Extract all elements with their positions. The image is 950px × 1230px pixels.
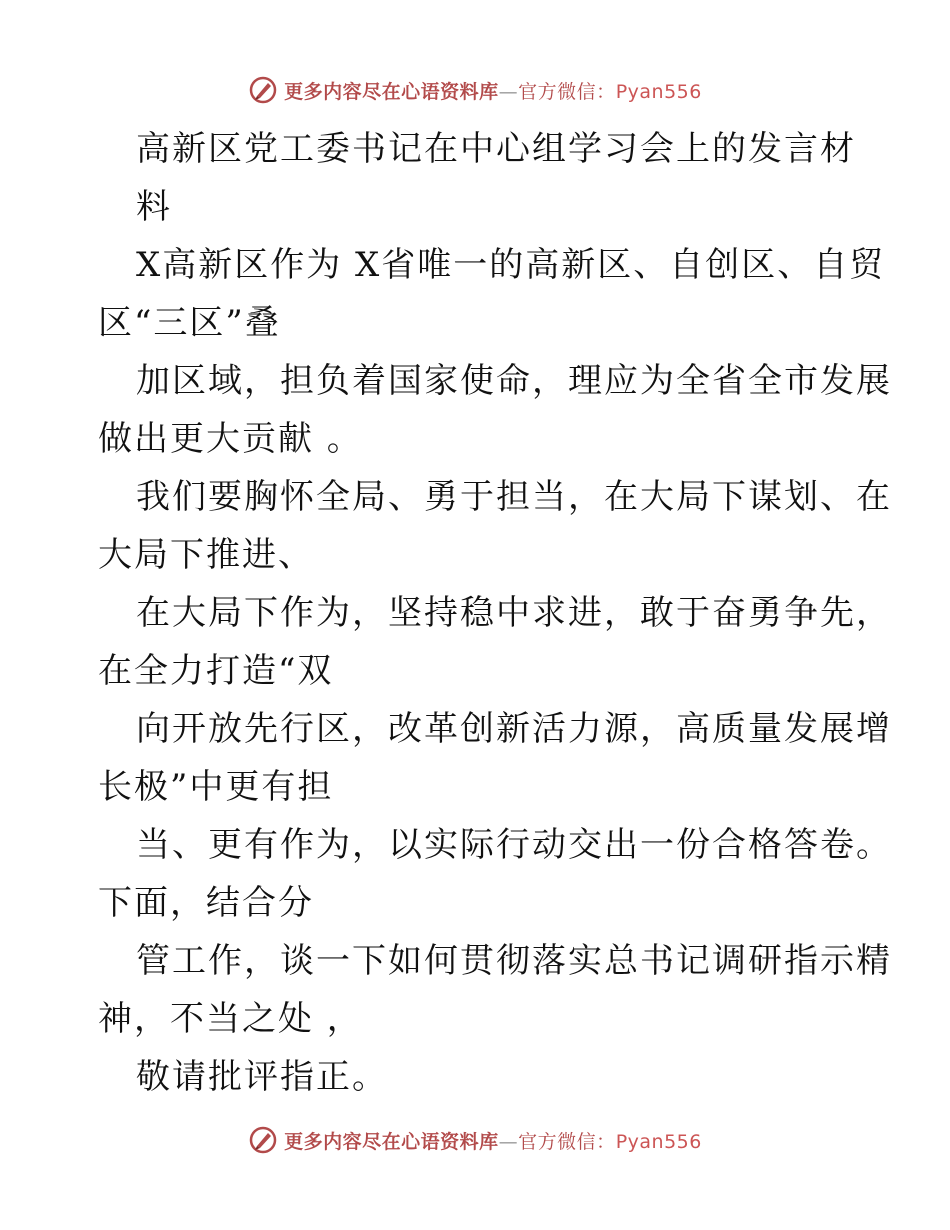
text-line: 高新区党工委书记在中心组学习会上的发言材 [136,129,856,169]
pen-logo-icon [248,75,278,105]
text-line: X高新区作为 X省唯一的高新区、自创区、自贸 [136,245,886,285]
text-line: 大局下推进、 [98,535,314,575]
watermark-text [284,77,702,104]
header-watermark [0,70,950,110]
watermark-id: Pyan556 [615,80,702,103]
watermark-separator: — [498,1130,519,1153]
text-line: 区“三区”叠 [98,303,281,343]
text-line: 管工作，谈一下如何贯彻落实总书记调研指示精 [136,941,892,981]
watermark-label: 官方微信： [518,80,616,103]
text-line: 在大局下作为，坚持稳中求进，敢于奋勇争先， [136,593,892,633]
watermark-main: 更多内容尽在心语资料库 [284,1130,499,1153]
document-body [98,120,892,1106]
watermark-main: 更多内容尽在心语资料库 [284,80,499,103]
text-line: 下面，结合分 [98,883,314,923]
text-line: 当、更有作为，以实际行动交出一份合格答卷。 [136,825,892,865]
text-line: 做出更大贡献 。 [98,419,363,459]
text-line: 长极”中更有担 [98,767,334,807]
watermark-text [284,1127,702,1154]
text-line: 料 [136,187,172,227]
watermark-separator: — [498,80,519,103]
pen-logo-icon [248,1125,278,1155]
text-line: 敬请批评指正。 [136,1057,388,1097]
text-line: 加区域，担负着国家使命，理应为全省全市发展 [136,361,892,401]
text-line: 我们要胸怀全局、勇于担当，在大局下谋划、在 [136,477,892,517]
text-line: 在全力打造“双 [98,651,334,691]
watermark-id: Pyan556 [615,1130,702,1153]
footer-watermark [0,1120,950,1160]
text-line: 向开放先行区，改革创新活力源，高质量发展增 [136,709,892,749]
text-line: 神，不当之处 ， [98,999,363,1039]
watermark-label: 官方微信： [518,1130,616,1153]
